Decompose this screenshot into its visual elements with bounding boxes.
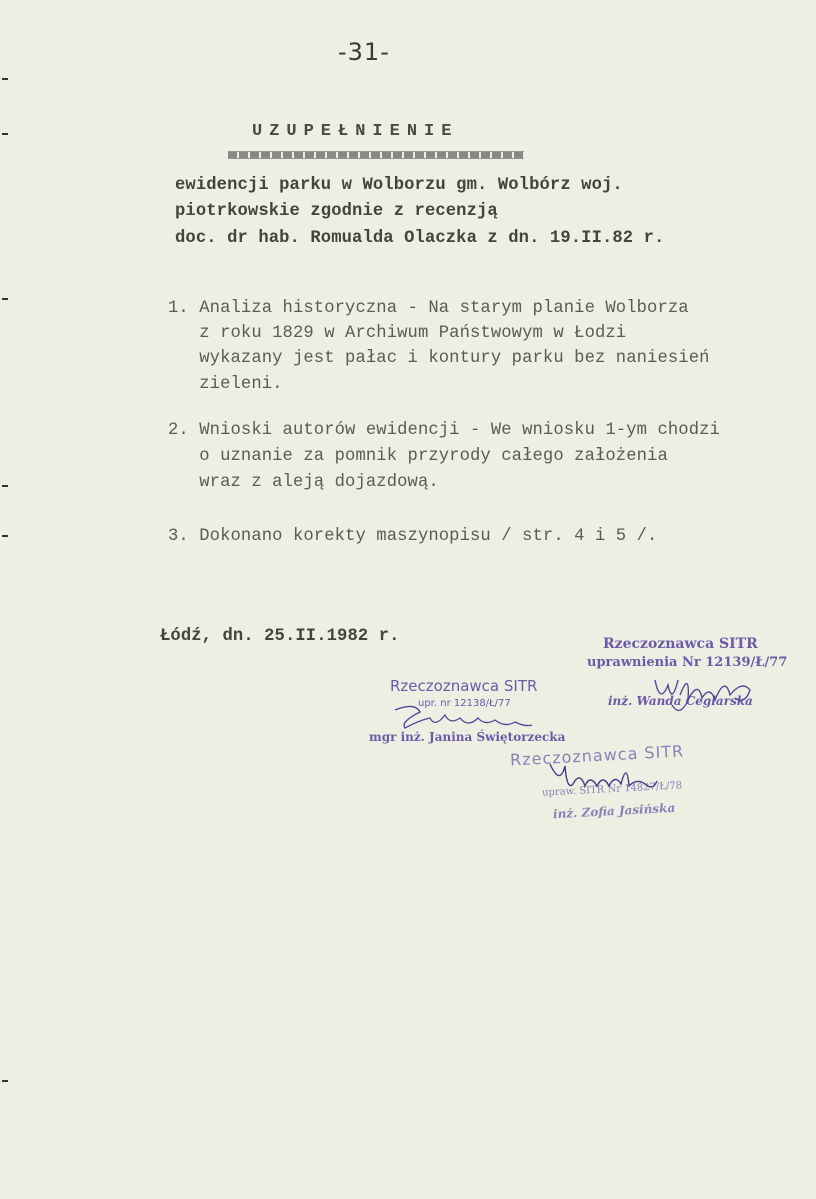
item-1-line: wykazany jest pałac i kontury parku bez naniesień [168, 349, 710, 368]
margin-mark [2, 535, 8, 537]
intro-line: ewidencji parku w Wolborzu gm. Wolbórz woj. [175, 176, 623, 195]
intro-line: piotrkowskie zgodnie z recenzją [175, 202, 498, 221]
intro-line: doc. dr hab. Romualda Olaczka z dn. 19.II.82 r. [175, 229, 665, 248]
item-3-line: 3. Dokonano korekty maszynopisu / str. 4 i 5 /. [168, 527, 658, 546]
margin-mark [2, 78, 8, 80]
stamp-name: inż. Zofia Jasińska [552, 800, 676, 822]
item-2-line: wraz z aleją dojazdową. [168, 473, 439, 492]
stamp-title: Rzeczoznawca SITR [603, 636, 758, 652]
item-1-line: zieleni. [168, 375, 283, 394]
item-2-line: o uznanie za pomnik przyrody całego założenia [168, 447, 668, 466]
document-title: UZUPEŁNIENIE [252, 122, 459, 141]
signature [545, 756, 660, 796]
stamp-number: upr. nr 12138/Ł/77 [418, 698, 511, 709]
item-1-line: z roku 1829 w Archiwum Państwowym w Łodzi [168, 324, 627, 343]
signature [390, 700, 540, 735]
margin-mark [2, 1080, 8, 1082]
stamp-number: uprawnienia Nr 12139/Ł/77 [587, 655, 788, 670]
margin-mark [2, 485, 8, 487]
stamp-number: upraw. SITR Nr 14827/Ł/78 [541, 780, 683, 799]
margin-mark [2, 133, 8, 135]
stamp-title: Rzeczoznawca SITR [390, 677, 538, 695]
title-underline [228, 151, 524, 159]
stamp-name: mgr inż. Janina Świętorzecka [369, 730, 566, 744]
date-line: Łódź, dn. 25.II.1982 r. [160, 627, 400, 646]
stamp-name: inż. Wanda Ceglarska [608, 694, 753, 708]
item-1-line: 1. Analiza historyczna - Na starym planie Wolborza [168, 299, 689, 318]
margin-mark [2, 298, 8, 300]
signature [650, 660, 760, 720]
stamp-title: Rzeczoznawca SITR [509, 741, 685, 770]
item-2-line: 2. Wnioski autorów ewidencji - We wniosku 1-ym chodzi [168, 421, 720, 440]
page-number: -31- [338, 38, 390, 66]
